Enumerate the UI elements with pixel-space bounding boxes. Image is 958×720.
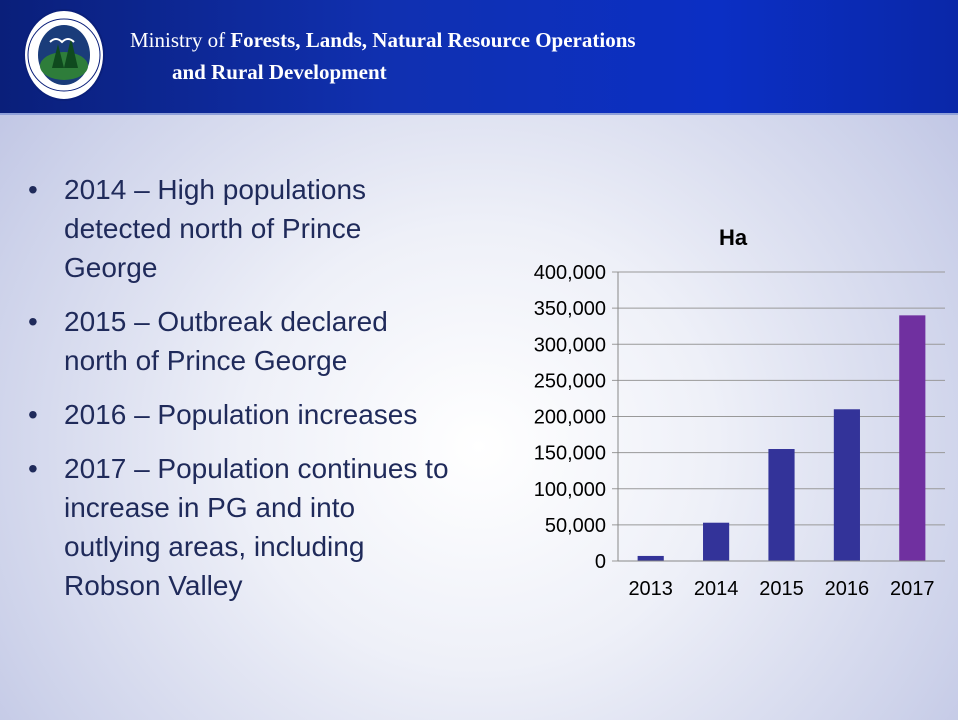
ministry-name-line2: and Rural Development — [172, 60, 387, 84]
ministry-name — [130, 24, 636, 88]
bullet-text: 2014 – High populations detected north of Prince George — [64, 174, 367, 283]
bullet-symbol: • — [28, 174, 38, 205]
bullet-text: 2015 – Outbreak declared north of Prince George — [64, 306, 388, 376]
bullet-symbol: • — [28, 306, 38, 337]
bar-2017 — [899, 315, 925, 561]
bullet-item-2016 — [28, 395, 458, 434]
ministry-seal-logo — [22, 8, 106, 102]
chart-title: Ha — [718, 225, 748, 250]
y-tick-label: 200,000 — [533, 406, 606, 429]
header-banner — [0, 0, 958, 115]
y-tick-label: 100,000 — [533, 478, 606, 501]
x-tick-label: 2013 — [628, 578, 673, 600]
y-tick-label: 300,000 — [533, 334, 606, 357]
x-tick-label: 2014 — [693, 578, 739, 600]
bullet-list — [28, 170, 458, 620]
y-tick-label: 50,000 — [544, 514, 606, 537]
bullet-symbol: • — [28, 399, 38, 430]
bullet-item-2017 — [28, 449, 458, 605]
bullet-text: 2016 – Population increases — [64, 399, 418, 430]
chart-y-axis-labels — [534, 262, 606, 573]
chart-x-axis-labels — [628, 578, 934, 600]
x-tick-label: 2015 — [759, 578, 804, 600]
bullet-item-2014 — [28, 170, 458, 287]
y-tick-label: 400,000 — [533, 262, 606, 284]
y-tick-label: 0 — [594, 551, 606, 573]
bar-2014 — [703, 523, 729, 561]
y-tick-label: 150,000 — [533, 442, 606, 465]
y-tick-label: 350,000 — [533, 298, 606, 321]
x-tick-label: 2016 — [824, 578, 870, 600]
ministry-name-line1: Forests, Lands, Natural Resource Operations — [230, 28, 636, 52]
bar-2013 — [638, 556, 664, 561]
bar-2016 — [834, 409, 860, 561]
ministry-prefix: Ministry of — [130, 28, 231, 52]
x-tick-label: 2017 — [890, 578, 935, 600]
y-tick-label: 250,000 — [533, 370, 606, 393]
hectares-bar-chart — [500, 215, 950, 615]
chart-bars — [638, 315, 926, 561]
bullet-symbol: • — [28, 453, 38, 484]
bullet-item-2015 — [28, 302, 458, 380]
bullet-text: 2017 – Population continues to increase in PG and into outlying areas, including Robson Valley — [64, 453, 449, 601]
bar-2015 — [768, 449, 794, 561]
